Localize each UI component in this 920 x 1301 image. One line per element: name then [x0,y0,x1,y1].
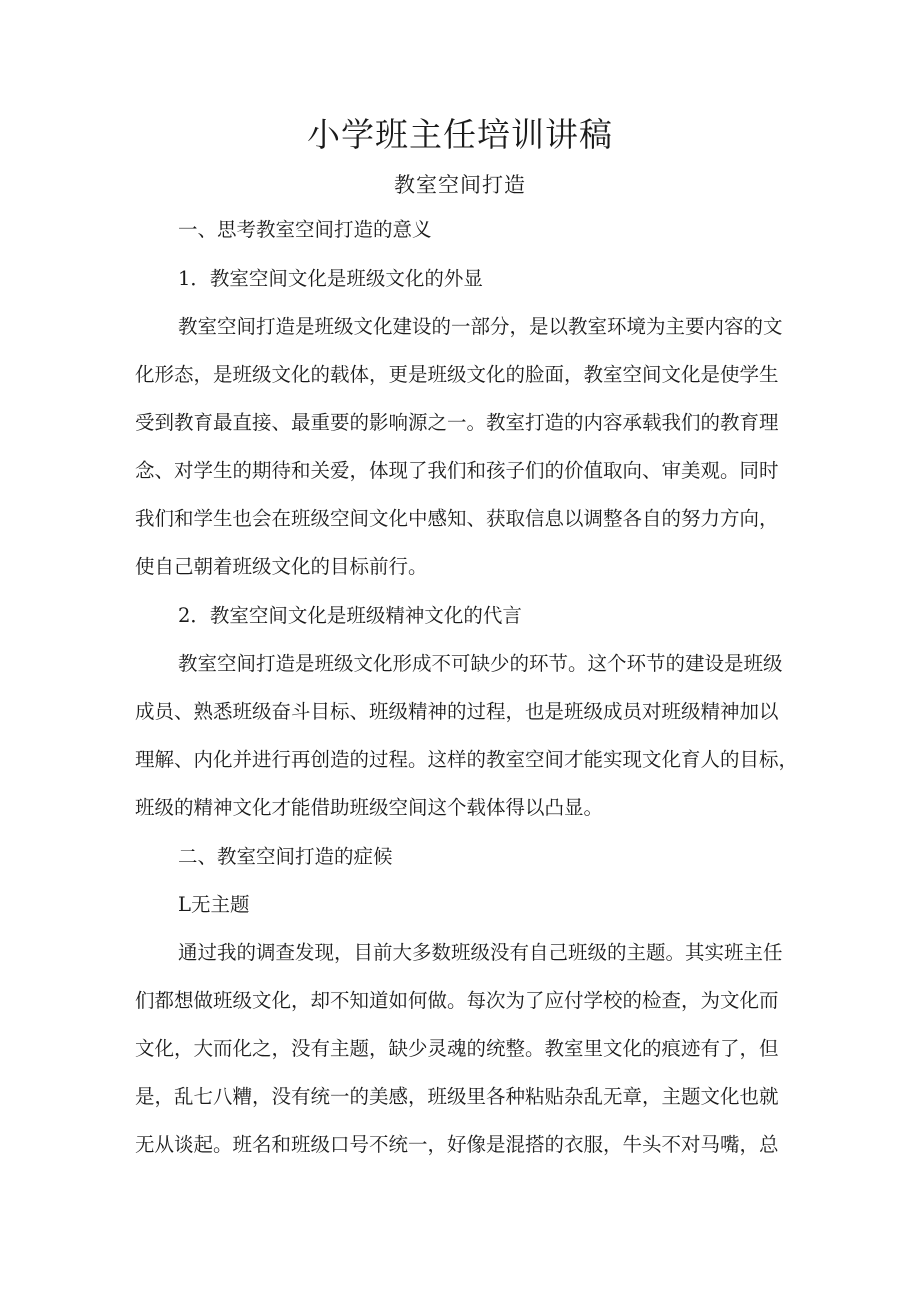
paragraph-line: 文化，大而化之，没有主题，缺少灵魂的统整。教室里文化的痕迹有了，但 [135,1037,779,1060]
paragraph-line: 们都想做班级文化，却不知道如何做。每次为了应付学校的检查，为文化而 [135,989,779,1012]
paragraph-line: 教室空间打造是班级文化形成不可缺少的环节。这个环节的建设是班级 [178,652,783,675]
paragraph-line: 使自己朝着班级文化的目标前行。 [135,555,428,578]
item-heading: 1．教室空间文化是班级文化的外显 [178,267,483,290]
document-subtitle: 教室空间打造 [394,173,526,197]
paragraph-line: 是，乱七八糟，没有统一的美感，班级里各种粘贴杂乱无章，主题文化也就 [135,1085,779,1108]
paragraph-line: 念、对学生的期待和关爱，体现了我们和孩子们的价值取向、审美观。同时 [135,459,779,482]
paragraph-line: 理解、内化并进行再创造的过程。这样的教室空间才能实现文化育人的目标， [135,748,799,771]
paragraph-line: 成员、熟悉班级奋斗目标、班级精神的过程，也是班级成员对班级精神加以 [135,700,779,723]
paragraph-line: 教室空间打造是班级文化建设的一部分，是以教室环境为主要内容的文 [178,315,783,338]
paragraph-line: 受到教育最直接、最重要的影响源之一。教室打造的内容承载我们的教育理 [135,411,779,434]
section-heading: 二、教室空间打造的症候 [178,845,393,868]
paragraph-line: 我们和学生也会在班级空间文化中感知、获取信息以调整各自的努力方向， [135,507,779,530]
paragraph-line: 通过我的调查发现，目前大多数班级没有自己班级的主题。其实班主任 [178,941,783,964]
document-title: 小学班主任培训讲稿 [307,115,613,154]
paragraph-line: 班级的精神文化才能借助班级空间这个载体得以凸显。 [135,796,604,819]
paragraph-line: 化形态，是班级文化的载体，更是班级文化的脸面，教室空间文化是使学生 [135,363,779,386]
item-heading: 2．教室空间文化是班级精神文化的代言 [178,604,522,627]
section-heading: 一、思考教室空间打造的意义 [178,218,432,241]
item-heading: L无主题 [178,893,250,916]
paragraph-line: 无从谈起。班名和班级口号不统一，好像是混搭的衣服，牛头不对马嘴，总 [135,1133,779,1156]
